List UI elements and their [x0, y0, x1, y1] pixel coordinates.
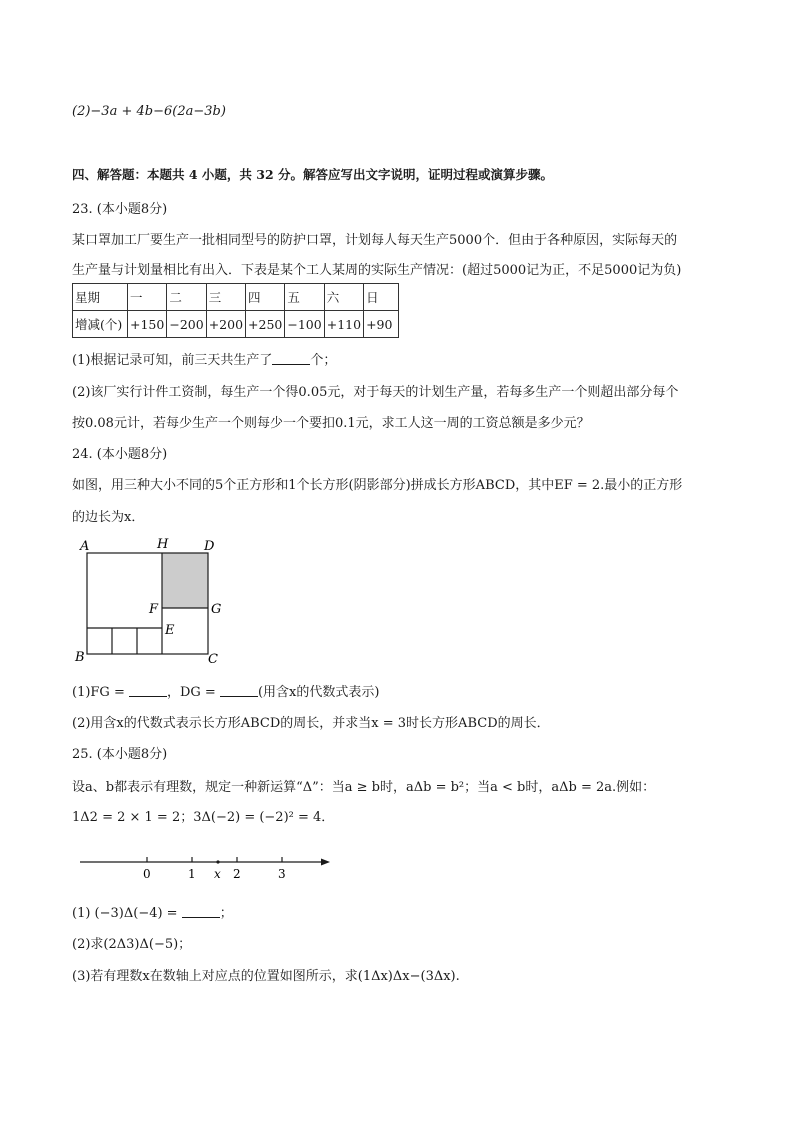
- table-cell: +200: [206, 311, 245, 338]
- answer-blank: [182, 905, 220, 918]
- label-d: D: [204, 539, 215, 554]
- table-cell: 星期: [73, 284, 128, 311]
- table-cell: 五: [285, 284, 324, 311]
- q23-title: 23. (本小题8分): [72, 202, 168, 217]
- label-c: C: [208, 652, 218, 667]
- q25-part3: (3)若有理数x在数轴上对应点的位置如图所示，求(1Δx)Δx−(3Δx).: [72, 969, 460, 984]
- q24-part1: [72, 681, 379, 700]
- table-cell: −200: [167, 311, 206, 338]
- point-label-x: x: [214, 867, 221, 881]
- q23-part2-line2: 按0.08元计，若每少生产一个则每少一个要扣0.1元，求工人这一周的工资总额是多少元？: [72, 416, 590, 431]
- table-cell: 三: [206, 284, 245, 311]
- table-cell: +110: [324, 311, 363, 338]
- tick-label-2: 2: [233, 867, 241, 881]
- q25-part1-prefix: (1) (−3)Δ(−4) =: [72, 906, 182, 921]
- q22-part2-expression: (2)−3a + 4b−6(2a−3b): [72, 104, 226, 119]
- q25-part1-suffix: ；: [219, 906, 233, 921]
- q24-part2: (2)用含x的代数式表示长方形ABCD的周长，并求当x = 3时长方形ABCD的周长．: [72, 716, 550, 731]
- table-cell: 二: [167, 284, 206, 311]
- q24-part1-c: (用含x的代数式表示): [257, 685, 380, 700]
- label-b: B: [75, 650, 85, 665]
- q25-part1: [72, 902, 233, 921]
- label-e: E: [165, 623, 175, 638]
- table-cell: −100: [285, 311, 324, 338]
- number-line: [0, 842, 794, 892]
- q23-part1-prefix: (1)根据记录可知，前三天共生产了: [72, 353, 273, 368]
- tick-label-0: 0: [143, 867, 151, 881]
- q23-part1-suffix: 个；: [310, 353, 337, 368]
- table-cell: 六: [324, 284, 363, 311]
- table-row: [73, 311, 399, 338]
- tick-label-3: 3: [278, 867, 286, 881]
- q23-text-line1: 某口罩加工厂要生产一批相同型号的防护口罩，计划每人每天生产5000个．但由于各种原因，实际每天的: [72, 233, 678, 248]
- label-a: A: [80, 539, 90, 554]
- production-table: [72, 283, 399, 338]
- table-cell: +150: [128, 311, 167, 338]
- answer-blank: [272, 352, 310, 365]
- section-header: 四、解答题：本题共 4 小题，共 32 分。解答应写出文字说明，证明过程或演算步骤。: [72, 167, 554, 182]
- table-cell: 四: [246, 284, 285, 311]
- q24-part1-a: (1)FG =: [72, 685, 129, 700]
- answer-blank: [129, 684, 167, 697]
- q23-text-line2: 生产量与计划量相比有出入．下表是某个工人某周的实际生产情况：(超过5000记为正，不足5000记为负): [72, 263, 682, 278]
- table-cell: 日: [364, 284, 399, 311]
- q23-part1: [72, 349, 336, 368]
- answer-blank: [220, 684, 258, 697]
- table-cell: +250: [246, 311, 285, 338]
- shaded-rectangle: [162, 553, 208, 608]
- table-cell: 增减(个): [73, 311, 128, 338]
- q24-title: 24. (本小题8分): [72, 447, 168, 462]
- q23-part2-line1: (2)该厂实行计件工资制，每生产一个得0.05元，对于每天的计划生产量，若每多生产一个则超出部分每个: [72, 385, 679, 400]
- rectangle-figure: [0, 530, 794, 670]
- q25-title: 25. (本小题8分): [72, 747, 168, 762]
- arrow-icon: [321, 859, 330, 866]
- q25-text-line1: 设a、b都表示有理数，规定一种新运算“Δ”：当a ≥ b时，aΔb = b²；当a < b时，aΔb = 2a.例如：: [72, 780, 656, 795]
- table-cell: 一: [128, 284, 167, 311]
- label-f: F: [149, 602, 159, 617]
- q25-part2: (2)求(2Δ3)Δ(−5)；: [72, 937, 192, 952]
- table-header-row: [73, 284, 399, 311]
- q24-text-line1: 如图，用三种大小不同的5个正方形和1个长方形(阴影部分)拼成长方形ABCD，其中EF = 2.最小的正方形: [72, 478, 683, 493]
- tick-label-1: 1: [188, 867, 196, 881]
- point-x: [216, 860, 219, 863]
- q24-part1-b: ，DG =: [166, 685, 220, 700]
- q24-text-line2: 的边长为x．: [72, 510, 145, 525]
- label-h: H: [157, 537, 169, 552]
- label-g: G: [211, 602, 222, 617]
- table-cell: +90: [364, 311, 399, 338]
- q25-text-line2: 1Δ2 = 2 × 1 = 2；3Δ(−2) = (−2)² = 4．: [72, 810, 335, 825]
